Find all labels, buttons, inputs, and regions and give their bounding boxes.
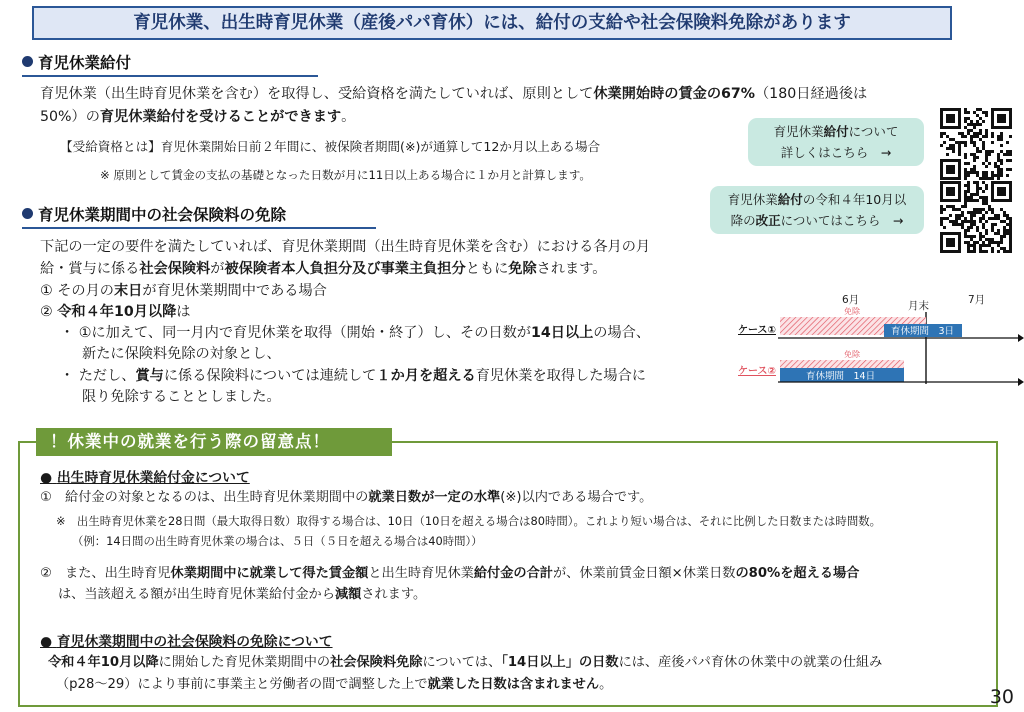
notice-exemption-line1: 令和４年10月以降に開始した育児休業期間中の社会保険料免除については、「14日以上」の日数には、産後パパ育休の休業中の就業の仕組み [48,655,883,670]
section-heading-childcare-benefit [22,51,131,73]
exempt-label-case2: 免除 [844,350,860,359]
exemption-item-1: ① その月の末日が育児休業期間中である場合 [40,283,327,299]
qr-code-benefit-revision[interactable] [940,181,1012,253]
notice-tab-rule [392,441,996,443]
qr-code-benefit-details[interactable] [940,108,1012,180]
notice-item-1: ① 給付金の対象となるのは、出生時育児休業期間中の就業日数が一定の水準(※)以内である場合です。 [40,490,653,505]
notice-exemption-line2: （p28～29）により事前に事業主と労働者の間で調整した上で就業した日数は含まれません。 [56,677,613,692]
notice-item-1-note: ※ 出生時育児休業を28日間（最大取得日数）取得する場合は、10日（10日を超える場合は80時間）。これより短い場合は、それに比例した日数または時間数。 [56,514,881,528]
section-underline [22,75,318,77]
section-heading-text: 育児休業期間中の社会保険料の免除 [38,206,287,224]
notice-tab-heading: ！休業中の就業を行う際の留意点！ [36,428,392,456]
benefit-revision-link[interactable]: 育児休業給付の令和４年10月以 降の改正についてはこちら → [710,186,924,234]
bullet-icon: ● [40,634,53,650]
exemption-bullet-2: ・ ただし、賞与に係る保険料については連続して１か月を超える育児休業を取得した場合に [60,368,646,384]
case2-label: ケース② [738,366,776,377]
exemption-item-2: ② 令和４年10月以降は [40,304,191,320]
section-heading-insurance-exemption [22,203,286,225]
eligibility-note: ※ 原則として賃金の支払の基礎となった日数が月に11日以上ある場合に１か月と計算します。 [100,168,591,182]
benefit-paragraph-line2: 50%）の育児休業給付を受けることができます。 [40,109,356,125]
exemption-bullet-1: ・ ①に加えて、同一月内で育児休業を取得（開始・終了）し、その日数が14日以上の場合、 [60,325,651,341]
page-title: 育児休業、出生時育児休業（産後パパ育休）には、給付の支給や社会保険料免除があります [32,6,952,40]
notice-item-2: ② また、出生時育児休業期間中に就業して得た賃金額と出生時育児休業給付金の合計が、休業前賃金日額×休業日数の80%を超える場合 [40,566,860,581]
subheading-insurance-exemption: ● 育児休業期間中の社会保険料の免除について [40,634,333,650]
exemption-paragraph-line2: 給・賞与に係る社会保険料が被保険者本人負担分及び事業主負担分ともに免除されます。 [40,261,607,277]
arrowhead-icon [1018,378,1024,386]
arrowhead-icon [1018,334,1024,342]
exemption-timeline-diagram [736,286,1024,390]
benefit-details-link[interactable]: 育児休業給付について 詳しくはこちら → [748,118,924,166]
bullet-icon [22,56,33,67]
exemption-bullet-1-cont: 新たに保険料免除の対象とし、 [82,346,281,362]
month-label-june: 6月 [842,294,860,306]
eligibility-text: 【受給資格とは】育児休業開始日前２年間に、被保険者期間(※)が通算して12か月以上ある場合 [60,139,601,154]
section-underline [22,227,376,229]
bullet-icon: ● [40,470,53,486]
leave-label-case1: 育休期間 3日 [891,326,955,337]
section-heading-text: 育児休業給付 [38,54,132,72]
bullet-icon [22,208,33,219]
page-number: 30 [989,686,1014,708]
benefit-paragraph-line1: 育児休業（出生時育児休業を含む）を取得し、受給資格を満たしていれば、原則として休業開始時の賃金の67%（180日経過後は [40,86,868,102]
leave-label-case2: 育休期間 14日 [806,371,876,382]
subheading-birth-leave-benefit: ● 出生時育児休業給付金について [40,470,250,486]
notice-item-2-cont: は、当該超える額が出生時育児休業給付金から減額されます。 [58,587,427,602]
exemption-bullet-2-cont: 限り免除することとしました。 [82,389,281,405]
month-label-month-end: 月末 [908,300,929,312]
case1-label: ケース① [738,325,776,336]
notice-item-1-example: （例：14日間の出生時育児休業の場合は、５日（５日を超える場合は40時間）） [72,534,483,548]
exemption-paragraph-line1: 下記の一定の要件を満たしていれば、育児休業期間（出生時育児休業を含む）における各月の月 [40,239,651,255]
month-label-july: 7月 [968,294,986,306]
exempt-label-case1: 免除 [844,307,860,316]
